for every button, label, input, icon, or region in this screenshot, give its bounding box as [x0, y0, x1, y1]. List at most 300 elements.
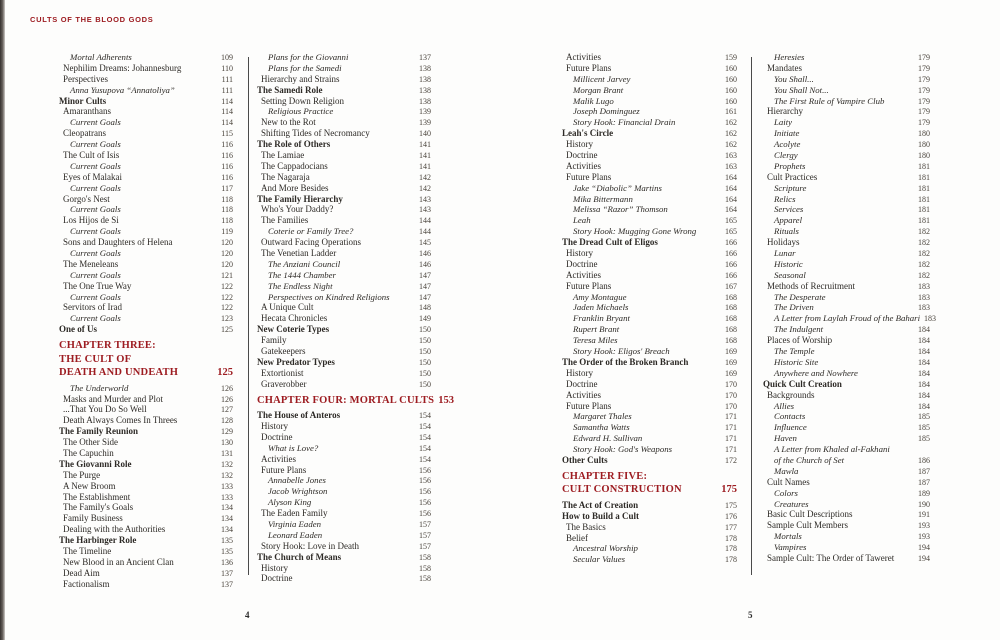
toc-entry-label: One of Us [59, 324, 97, 335]
toc-entry-page: 139 [419, 118, 431, 128]
toc-entry [562, 117, 737, 128]
toc-entry-label: Setting Down Religion [261, 95, 344, 106]
toc-entry [763, 433, 930, 444]
toc-entry-page: 132 [221, 459, 233, 469]
toc-entry [763, 379, 930, 390]
toc-entry-page: 146 [419, 249, 431, 259]
toc-entry-page: 154 [419, 422, 431, 431]
toc-entry [257, 52, 431, 63]
toc-entry-page: 137 [221, 568, 233, 578]
toc-entry-label: Heresies [774, 52, 805, 62]
toc-entry-page: 138 [419, 63, 431, 73]
toc-entry [763, 553, 930, 564]
toc-entry-page: 193 [918, 521, 930, 531]
toc-entry-page: 157 [419, 520, 431, 530]
toc-entry-label: The Family's Goals [63, 502, 134, 513]
toc-entry-label: Outward Facing Operations [261, 237, 361, 248]
toc-entry [763, 139, 930, 150]
toc-entry [562, 63, 737, 74]
toc-entry-page: 153 [438, 394, 454, 406]
toc-entry-label: The 1444 Chamber [268, 269, 336, 280]
toc-entry-page: 186 [918, 455, 930, 465]
toc-entry-label: Leonard Eaden [268, 529, 323, 540]
toc-entry [59, 248, 233, 259]
toc-entry-page: 125 [221, 325, 233, 335]
toc-entry-page: 133 [221, 492, 233, 502]
toc-entry [562, 411, 737, 422]
toc-entry-page: 134 [221, 525, 233, 535]
toc-entry-label: DEATH AND UNDEATH [59, 367, 179, 379]
toc-entry-label: You Shall Not... [774, 84, 829, 95]
toc-entry [562, 150, 737, 161]
toc-entry-page: 156 [419, 465, 431, 475]
toc-entry-label: Creatures [774, 498, 809, 509]
toc-entry [763, 226, 930, 237]
toc-entry-page: 179 [918, 53, 930, 62]
toc-entry-page: 171 [725, 445, 737, 455]
toc-entry [257, 172, 431, 183]
toc-entry-page: 150 [419, 325, 431, 335]
toc-entry-label: Historic Site [774, 356, 819, 367]
toc-entry-page: 189 [918, 488, 930, 498]
toc-entry-label: Sons and Daughters of Helena [63, 237, 173, 248]
toc-entry-label: The Order of the Broken Branch [562, 356, 689, 367]
toc-entry-page: 148 [419, 303, 431, 313]
toc-entry [59, 85, 233, 96]
toc-entry-page: 111 [221, 74, 233, 84]
toc-entry [763, 63, 930, 74]
toc-entry-label: Jake “Diabolic” Martins [573, 182, 662, 193]
toc-entry-label: Current Goals [70, 248, 121, 259]
toc-entry [257, 117, 431, 128]
toc-entry-page: 181 [918, 172, 930, 182]
toc-entry-page: 191 [918, 510, 930, 520]
toc-entry-label: Vampires [774, 542, 807, 553]
toc-entry-page: 117 [221, 183, 233, 193]
toc-entry [763, 281, 930, 292]
toc-entry-page: 166 [725, 270, 737, 280]
toc-column-3 [562, 52, 737, 565]
toc-entry-label: of the Church of Set [774, 454, 845, 465]
toc-entry-label: History [566, 367, 593, 378]
toc-entry-page: 120 [221, 249, 233, 259]
toc-entry-page: 166 [725, 238, 737, 248]
toc-entry [257, 96, 431, 107]
toc-entry-label: Mortals [774, 531, 802, 542]
toc-entry-page: 184 [918, 347, 930, 357]
toc-entry-label: Gorgo's Nest [63, 193, 110, 204]
toc-entry [562, 511, 737, 522]
toc-entry-page: 114 [221, 96, 233, 106]
toc-entry-label: Teresa Miles [573, 335, 618, 346]
toc-entry-label: New Coterie Types [257, 324, 330, 335]
toc-entry [257, 194, 431, 205]
toc-entry-page: 182 [918, 238, 930, 248]
toc-entry [257, 259, 431, 270]
toc-entry [59, 426, 233, 437]
toc-entry-label: The One True Way [63, 280, 132, 291]
toc-column-1 [59, 52, 233, 590]
toc-entry-page: 150 [419, 368, 431, 378]
toc-entry [257, 183, 431, 194]
toc-entry [59, 394, 233, 405]
toc-entry-page: 147 [419, 281, 431, 291]
toc-entry-page: 179 [918, 63, 930, 73]
toc-entry-page: 160 [725, 74, 737, 84]
toc-entry-page: 168 [725, 325, 737, 335]
toc-entry-page: 169 [725, 357, 737, 367]
toc-entry-label: Amy Montague [573, 291, 627, 302]
toc-entry-page: 184 [918, 379, 930, 389]
toc-entry-page: 150 [419, 357, 431, 367]
toc-entry-label: Acolyte [774, 139, 801, 150]
toc-entry-label: Rupert Brant [573, 324, 620, 335]
toc-entry-label: Servitors of Irad [63, 302, 122, 313]
toc-entry-page: 126 [221, 394, 233, 404]
toc-entry-label: Perspectives on Kindred Religions [268, 291, 390, 302]
toc-entry-page: 116 [221, 140, 233, 150]
toc-entry-label: Clergy [774, 150, 798, 161]
toc-entry-page: 169 [725, 347, 737, 357]
toc-entry [257, 541, 431, 552]
toc-entry-page: 144 [419, 216, 431, 226]
toc-entry-label: Malik Lugo [573, 95, 614, 106]
toc-entry-label: Mawla [774, 465, 799, 476]
toc-entry-page: 141 [419, 140, 431, 150]
toc-entry-label: Methods of Recruitment [767, 280, 855, 291]
toc-entry-label: Story Hook: Financial Drain [573, 117, 676, 128]
toc-entry-page: 163 [725, 151, 737, 161]
toc-entry-label: Joseph Dominguez [573, 106, 640, 117]
toc-entry-label: How to Build a Cult [562, 510, 640, 521]
toc-entry-label: Doctrine [261, 431, 293, 442]
toc-entry [257, 368, 431, 379]
toc-entry-page: 172 [725, 455, 737, 465]
toc-entry-label: The Harbinger Role [59, 535, 137, 546]
toc-entry [562, 422, 737, 433]
toc-entry [59, 270, 233, 281]
toc-entry-page: 167 [725, 281, 737, 291]
toc-entry [257, 63, 431, 74]
toc-entry-page: 179 [918, 74, 930, 84]
toc-entry-label: Colors [774, 487, 798, 498]
toc-entry-label: Story Hook: God's Weapons [573, 444, 673, 455]
toc-entry [59, 579, 233, 590]
toc-entry-page: 168 [725, 303, 737, 313]
toc-entry-label: History [261, 562, 288, 573]
toc-entry [763, 204, 930, 215]
toc-entry-label: CHAPTER THREE: [59, 340, 156, 352]
toc-entry-label: Ancestral Worship [573, 543, 638, 554]
column-divider-left [248, 57, 249, 575]
toc-entry-label: Morgan Brant [573, 84, 624, 95]
toc-entry-page: 109 [221, 53, 233, 62]
toc-entry-label: Religious Practice [268, 106, 334, 117]
toc-entry-page: 177 [725, 522, 737, 532]
toc-entry [763, 270, 930, 281]
toc-entry-page: 185 [918, 423, 930, 433]
toc-entry-label: Activities [566, 160, 601, 171]
toc-entry [763, 52, 930, 63]
toc-entry-page: 181 [918, 161, 930, 171]
toc-entry-label: Current Goals [70, 269, 121, 280]
toc-entry-page: 154 [419, 411, 431, 421]
toc-entry-page: 193 [918, 532, 930, 542]
toc-entry [763, 357, 930, 368]
column-divider-right [751, 57, 752, 575]
toc-entry-page: 138 [419, 96, 431, 106]
toc-entry [59, 194, 233, 205]
toc-entry [763, 237, 930, 248]
toc-entry-page: 110 [221, 63, 233, 73]
toc-entry-label: What is Love? [268, 442, 319, 453]
toc-entry [257, 204, 431, 215]
toc-entry [257, 530, 431, 541]
toc-entry [59, 459, 233, 470]
toc-entry-page: 136 [221, 557, 233, 567]
toc-entry [59, 302, 233, 313]
toc-entry-label: The Basics [566, 521, 606, 532]
toc-entry [562, 292, 737, 303]
toc-entry-page: 168 [725, 314, 737, 324]
toc-entry-label: And More Besides [261, 182, 329, 193]
toc-entry-label: Jacob Wrightson [268, 486, 328, 497]
toc-entry-page: 184 [918, 357, 930, 367]
toc-entry-label: New to the Rot [261, 117, 316, 128]
toc-entry-label: Laity [774, 117, 793, 128]
toc-entry-label: CULT CONSTRUCTION [562, 484, 682, 496]
toc-entry-page: 150 [419, 336, 431, 346]
toc-entry [763, 292, 930, 303]
toc-entry [562, 401, 737, 412]
toc-entry-page: 182 [918, 270, 930, 280]
toc-entry [763, 444, 930, 466]
toc-entry [562, 533, 737, 544]
toc-entry-label: The Endless Night [268, 280, 333, 291]
toc-entry-label: Future Plans [566, 62, 612, 73]
toc-entry [59, 52, 233, 63]
toc-entry-label: The Anziani Council [268, 258, 341, 269]
toc-entry-page: 127 [221, 405, 233, 415]
toc-entry-label: CHAPTER FIVE: [562, 470, 648, 482]
toc-entry [562, 161, 737, 172]
toc-entry [763, 183, 930, 194]
toc-entry-page: 171 [725, 434, 737, 444]
toc-entry-page: 190 [918, 499, 930, 509]
toc-entry-page: 158 [419, 574, 431, 584]
toc-entry-page: 180 [918, 140, 930, 150]
toc-entry-label: Millicent Jarvey [573, 73, 631, 84]
toc-entry-label: Current Goals [70, 313, 121, 324]
toc-entry-label: Who's Your Daddy? [261, 204, 334, 215]
toc-entry-label: The Eaden Family [261, 508, 328, 519]
toc-entry-label: Current Goals [70, 291, 121, 302]
toc-entry [763, 411, 930, 422]
toc-entry-label: THE CULT OF [59, 353, 132, 365]
toc-entry [257, 563, 431, 574]
toc-entry [562, 379, 737, 390]
toc-entry [763, 324, 930, 335]
toc-entry [59, 513, 233, 524]
toc-entry-page: 184 [918, 401, 930, 411]
toc-entry-label: Services [774, 204, 804, 215]
toc-entry [257, 508, 431, 519]
toc-entry-page: 165 [725, 227, 737, 237]
toc-entry [763, 85, 930, 96]
toc-entry-page: 180 [918, 129, 930, 139]
toc-entry-label: CHAPTER FOUR: MORTAL CULTS [257, 394, 435, 406]
toc-entry [257, 379, 431, 390]
toc-entry-label: The Giovanni Role [59, 458, 132, 469]
toc-entry-page: 129 [221, 427, 233, 437]
toc-entry [562, 543, 737, 554]
toc-entry [562, 194, 737, 205]
toc-entry-label: Jaden Michaels [573, 302, 629, 313]
toc-entry-page: 137 [419, 53, 431, 62]
toc-entry [59, 481, 233, 492]
toc-entry-label: The Samedi Role [257, 84, 323, 95]
toc-entry-label: The Other Side [63, 437, 118, 448]
toc-entry [59, 535, 233, 546]
toc-entry-page: 122 [221, 303, 233, 313]
toc-entry-page: 166 [725, 259, 737, 269]
toc-entry-page: 137 [221, 579, 233, 589]
toc-entry [257, 74, 431, 85]
toc-entry-label: Doctrine [566, 258, 598, 269]
toc-entry-label: Perspectives [63, 73, 108, 84]
toc-entry-label: Sample Cult Members [767, 520, 848, 531]
chapter-heading [59, 339, 233, 380]
toc-entry [763, 542, 930, 553]
toc-entry-page: 181 [918, 194, 930, 204]
toc-entry-page: 176 [725, 511, 737, 521]
toc-entry-label: The Nagaraja [261, 171, 310, 182]
toc-entry [562, 554, 737, 565]
toc-entry-page: 150 [419, 347, 431, 357]
toc-entry-label: The Temple [774, 346, 815, 357]
toc-entry-label: Future Plans [566, 400, 612, 411]
toc-entry-label: Belief [566, 532, 588, 543]
toc-entry-label: The Family Hierarchy [257, 193, 343, 204]
toc-entry [562, 183, 737, 194]
toc-entry-label: History [566, 248, 593, 259]
toc-entry-label: Basic Cult Descriptions [767, 509, 853, 520]
toc-entry-label: History [261, 421, 288, 431]
toc-entry-label: Coterie or Family Tree? [268, 226, 354, 237]
toc-entry-label: Cult Names [767, 476, 810, 487]
toc-entry-page: 181 [918, 216, 930, 226]
toc-entry-page: 160 [725, 85, 737, 95]
toc-entry [257, 346, 431, 357]
toc-entry-page: 157 [419, 541, 431, 551]
toc-entry [257, 313, 431, 324]
toc-entry-page: 158 [419, 552, 431, 562]
toc-entry [59, 437, 233, 448]
toc-entry-label: Secular Values [573, 554, 626, 565]
toc-entry-page: 133 [221, 481, 233, 491]
toc-entry [763, 466, 930, 477]
toc-entry [562, 522, 737, 533]
toc-entry-page: 180 [918, 151, 930, 161]
toc-entry-label: Influence [774, 422, 807, 433]
toc-entry-label: Hierarchy [767, 106, 803, 117]
toc-entry-label: Cult Practices [767, 171, 818, 182]
toc-entry [763, 302, 930, 313]
toc-entry-page: 175 [721, 484, 737, 496]
toc-entry-page: 116 [221, 172, 233, 182]
toc-entry [59, 259, 233, 270]
toc-entry [562, 302, 737, 313]
toc-entry-label: The Driven [774, 302, 814, 313]
toc-entry [59, 383, 233, 394]
toc-entry-label: Current Goals [70, 139, 121, 150]
toc-entry-page: 118 [221, 194, 233, 204]
toc-entry-page: 183 [918, 303, 930, 313]
toc-entry-label: Other Cults [562, 454, 608, 465]
toc-entry-label: Masks and Murder and Plot [63, 393, 163, 404]
toc-entry-page: 142 [419, 172, 431, 182]
toc-entry-page: 139 [419, 107, 431, 117]
toc-entry [59, 470, 233, 481]
toc-entry [562, 215, 737, 226]
toc-entry-page: 138 [419, 74, 431, 84]
toc-entry-page: 125 [217, 367, 233, 379]
toc-entry [59, 524, 233, 535]
toc-entry [562, 346, 737, 357]
toc-entry [763, 74, 930, 85]
toc-entry-label: Current Goals [70, 160, 121, 171]
toc-entry [562, 85, 737, 96]
toc-entry [763, 106, 930, 117]
toc-entry-label: You Shall... [774, 73, 814, 84]
toc-entry-label: Lunar [774, 248, 796, 259]
toc-entry [59, 215, 233, 226]
toc-entry-label: The Dread Cult of Eligos [562, 237, 658, 248]
toc-entry [763, 401, 930, 412]
toc-entry-page: 179 [918, 118, 930, 128]
toc-entry-page: 183 [918, 292, 930, 302]
toc-entry-page: 134 [221, 514, 233, 524]
toc-entry-label: Shifting Tides of Necromancy [261, 128, 370, 139]
toc-entry-label: Margaret Thales [573, 411, 632, 422]
toc-entry-label: Mika Bittermann [573, 193, 633, 204]
toc-entry-label: Prophets [774, 160, 806, 171]
toc-entry-page: 156 [419, 498, 431, 508]
toc-entry [59, 546, 233, 557]
toc-entry-page: 164 [725, 172, 737, 182]
toc-entry-label: Future Plans [566, 280, 612, 291]
toc-entry [562, 96, 737, 107]
toc-entry [59, 183, 233, 194]
toc-entry-page: 154 [419, 432, 431, 442]
toc-entry-page: 164 [725, 183, 737, 193]
running-head-title: CULTS OF THE BLOOD GODS [30, 15, 154, 24]
toc-entry-page: 156 [419, 476, 431, 486]
toc-entry-page: 160 [725, 96, 737, 106]
toc-entry-label: The Indulgent [774, 324, 824, 335]
toc-entry-page: 119 [221, 227, 233, 237]
toc-entry [257, 106, 431, 117]
toc-entry-label: Holidays [767, 237, 800, 248]
toc-entry-label: The Family Reunion [59, 426, 139, 437]
toc-entry-page: 149 [419, 314, 431, 324]
toc-entry-page: 143 [419, 194, 431, 204]
toc-entry [562, 357, 737, 368]
toc-entry-page: 145 [419, 238, 431, 248]
toc-entry-page: 142 [419, 183, 431, 193]
toc-entry [763, 531, 930, 542]
toc-entry-label: The Purge [63, 469, 101, 480]
